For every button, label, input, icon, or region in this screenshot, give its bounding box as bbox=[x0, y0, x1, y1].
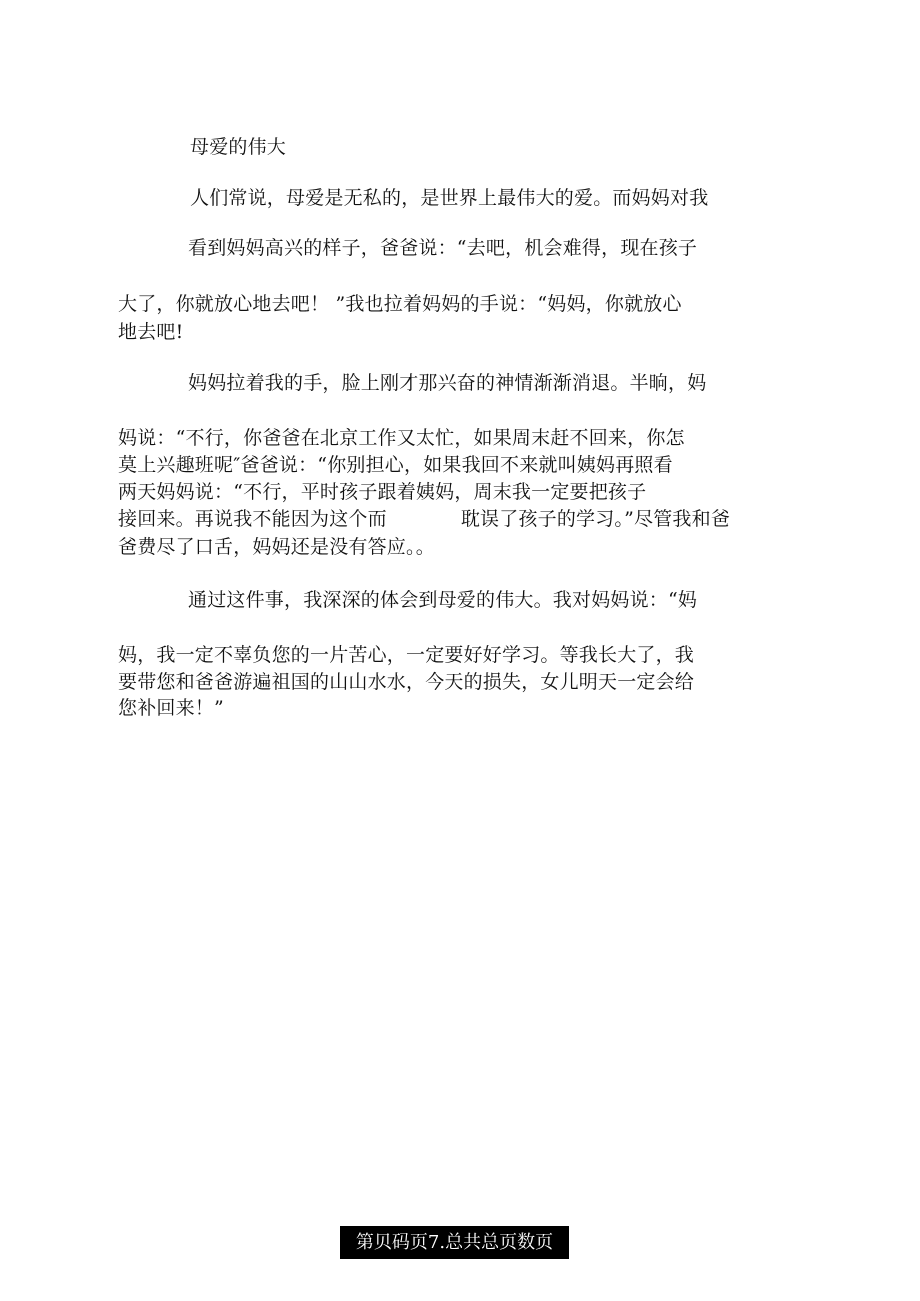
paragraph-line: 妈妈拉着我的手，脸上刚才那兴奋的神情渐渐消退。半晌，妈 bbox=[188, 372, 707, 394]
paragraph-line bbox=[118, 507, 730, 531]
paragraph-line: 妈，我一定不辜负您的一片苦心，一定要好好学习。等我长大了，我 bbox=[118, 644, 695, 666]
paragraph-line-part: 接回来。再说我不能因为这个而 bbox=[118, 508, 387, 530]
paragraph-line: 地去吧! bbox=[118, 321, 184, 343]
paragraph-line: 莫上兴趣班呢″爸爸说：“你别担心，如果我回不来就叫姨妈再照看 bbox=[118, 454, 673, 476]
paragraph-line: 看到妈妈高兴的样子，爸爸说：“去吧，机会难得，现在孩子 bbox=[188, 237, 698, 259]
paragraph-line: 您补回来！” bbox=[118, 697, 224, 719]
paragraph-line: 通过这件事，我深深的体会到母爱的伟大。我对妈妈说：“妈 bbox=[188, 589, 698, 611]
paragraph-line: 两天妈妈说：“不行，平时孩子跟着姨妈，周末我一定要把孩子 bbox=[118, 481, 647, 503]
paragraph-line: 人们常说，母爱是无私的，是世界上最伟大的爱。而妈妈对我 bbox=[190, 187, 709, 209]
paragraph-line: 大了，你就放心地去吧！ ”我也拉着妈妈的手说：“妈妈，你就放心 bbox=[118, 293, 682, 315]
paragraph-line: 妈说：“不行，你爸爸在北京工作又太忙，如果周末赶不回来，你怎 bbox=[118, 427, 685, 449]
paragraph-line: 爸费尽了口舌，妈妈还是没有答应。。 bbox=[118, 536, 435, 558]
paragraph-line-part: 耽误了孩子的学习。”尽管我和爸 bbox=[460, 508, 731, 530]
page-footer: 第贝码页7.总共总页数页 bbox=[340, 1226, 569, 1259]
document-title: 母爱的伟大 bbox=[190, 136, 287, 158]
paragraph-line: 要带您和爸爸游遍祖国的山山水水，今天的损失，女儿明天一定会给 bbox=[118, 671, 695, 693]
